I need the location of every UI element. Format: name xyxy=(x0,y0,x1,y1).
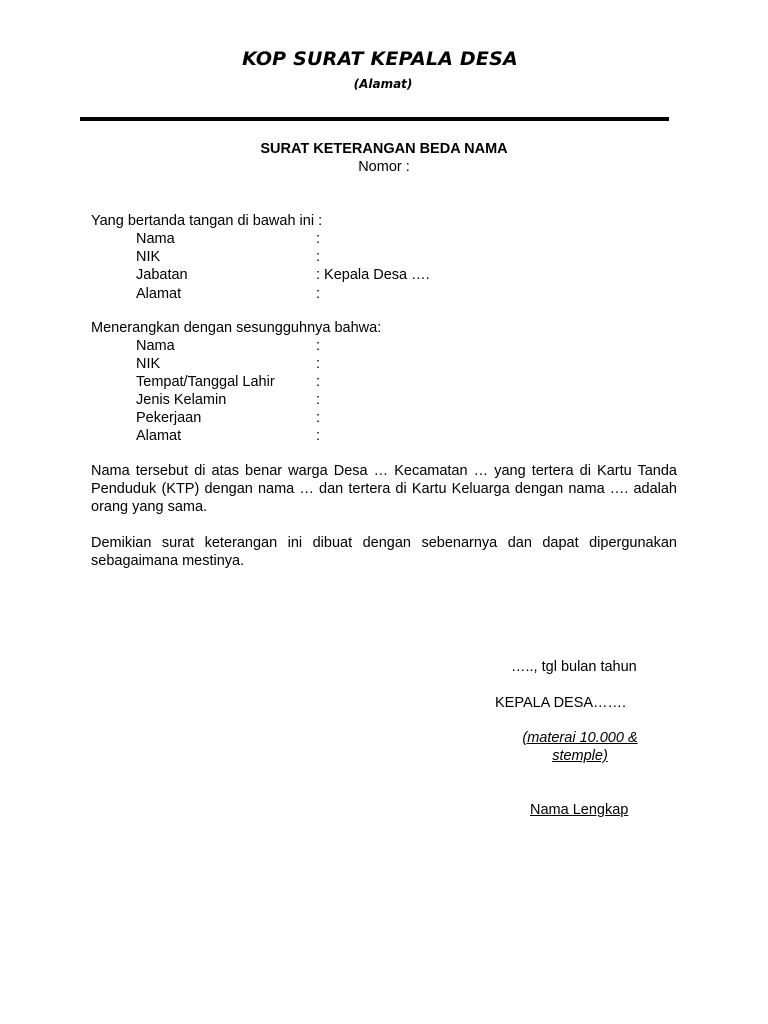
subject-field-value: : xyxy=(316,428,321,444)
subject-field-value: : xyxy=(316,356,321,372)
signer-field-value: : xyxy=(316,231,321,247)
subject-field-label: NIK xyxy=(136,356,161,372)
materai-line: stemple) xyxy=(552,748,608,764)
signature-materai-note xyxy=(510,729,650,765)
subject-field-label: Tempat/Tanggal Lahir xyxy=(136,374,275,390)
signer-field-value: : Kepala Desa …. xyxy=(316,267,430,283)
signer-intro: Yang bertanda tangan di bawah ini : xyxy=(91,213,323,229)
subject-field-label: Nama xyxy=(136,338,175,354)
subject-field-value: : xyxy=(316,392,321,408)
signer-field-value: : xyxy=(316,249,321,265)
subject-field-row xyxy=(136,355,536,373)
letterhead-divider xyxy=(80,117,669,121)
letterhead-address: (Alamat) xyxy=(353,77,413,91)
signer-field-row xyxy=(136,248,536,266)
signature-place-date: ….., tgl bulan tahun xyxy=(511,659,637,675)
subject-field-row xyxy=(136,391,536,409)
signer-field-label: Nama xyxy=(136,231,175,247)
subject-field-row xyxy=(136,409,536,427)
subject-field-value: : xyxy=(316,374,321,390)
document-title: SURAT KETERANGAN BEDA NAMA xyxy=(260,141,508,157)
subject-field-value: : xyxy=(316,338,321,354)
subject-intro: Menerangkan dengan sesungguhnya bahwa: xyxy=(91,320,382,336)
signer-field-value: : xyxy=(316,286,321,302)
subject-field-row xyxy=(136,373,536,391)
subject-field-label: Jenis Kelamin xyxy=(136,392,227,408)
signer-field-row xyxy=(136,230,536,248)
signature-position: KEPALA DESA……. xyxy=(495,695,627,711)
body-paragraph-statement: Nama tersebut di atas benar warga Desa … Kecamatan … yang tertera di Kartu Tanda Penduduk (KTP) dengan nama … dan tertera di Kartu Keluarga dengan nama …. adalah orang yang sama. xyxy=(91,463,677,515)
subject-field-label: Pekerjaan xyxy=(136,410,202,426)
signer-field-label: Alamat xyxy=(136,286,182,302)
signature-full-name: Nama Lengkap xyxy=(530,802,629,818)
subject-field-row xyxy=(136,427,536,445)
subject-field-row xyxy=(136,337,536,355)
letterhead-title: KOP SURAT KEPALA DESA xyxy=(242,48,518,70)
signer-field-row xyxy=(136,285,536,303)
body-paragraph-closing: Demikian surat keterangan ini dibuat dengan sebenarnya dan dapat dipergunakan sebagaimana mestinya. xyxy=(91,535,677,569)
document-number: Nomor : xyxy=(358,159,410,175)
signer-field-row xyxy=(136,266,536,284)
signer-field-label: NIK xyxy=(136,249,161,265)
subject-field-label: Alamat xyxy=(136,428,182,444)
materai-line: (materai 10.000 & xyxy=(522,730,638,746)
signer-field-label: Jabatan xyxy=(136,267,188,283)
subject-field-value: : xyxy=(316,410,321,426)
